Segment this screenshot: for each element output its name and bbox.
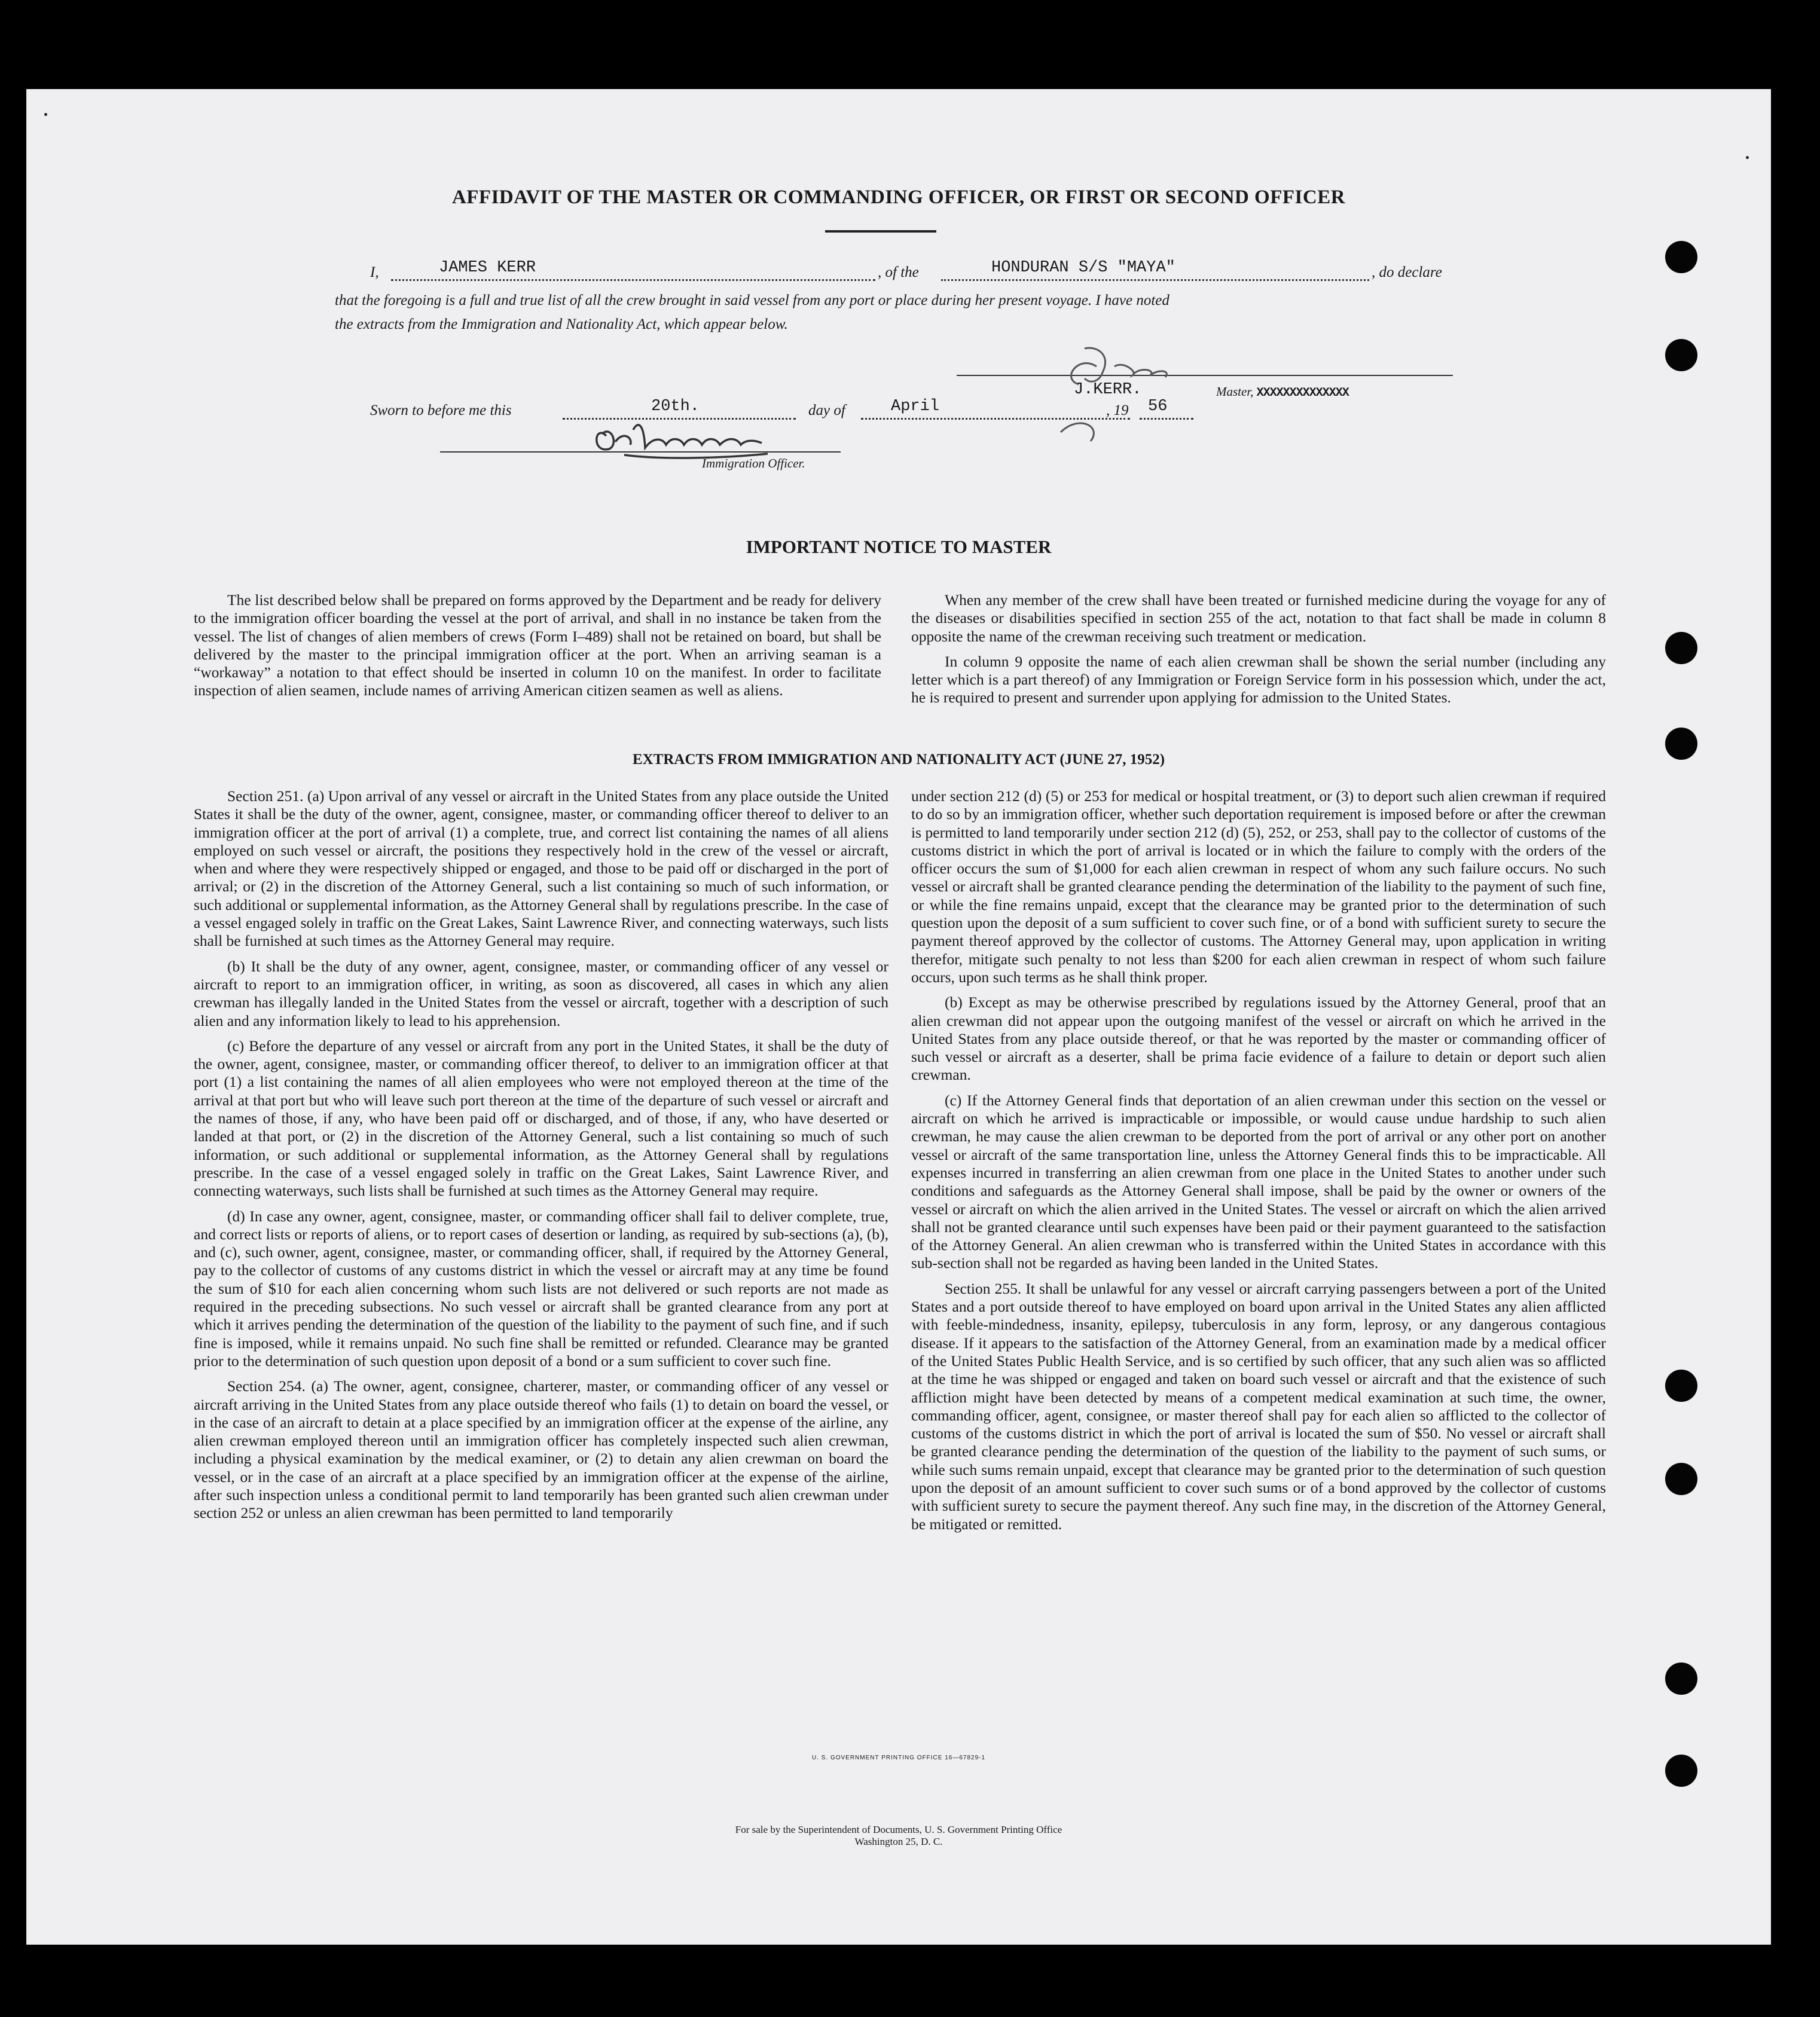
- binder-hole: [1665, 1663, 1697, 1695]
- binder-hole: [1665, 339, 1697, 371]
- section-251-b: (b) It shall be the duty of any owner, agent, consignee, master, or commanding officer of any vessel or aircraft to report to an immigration officer, in writing, as soon as discovered, all cases in which any alien crewman has illegally landed in the United States from the vessel or aircraft, together with a description of such alien and any information likely to lead to his apprehension.: [194, 957, 888, 1029]
- binder-hole: [1665, 632, 1697, 664]
- section-251-d: (d) In case any owner, agent, consignee, master, or commanding officer shall fail to deliver complete, true, and correct lists or reports of aliens, or to report cases of desertion or landing, as required by sub-sections (a), (b), and (c), such owner, agent, consignee, master, or commanding officer, shall, if required by the Attorney General, pay to the collector of customs of any customs district in which the vessel or aircraft may at any time be found the sum of $10 for each alien concerning whom such lists are not delivered or such reports are not made as required in the preceding subsections. No such vessel or aircraft shall be granted clearance from any port at which it arrives pending the determination of the question of the liability to the payment of such fine, and if such fine is imposed, while it remains unpaid. No such fine shall be remitted or refunded. Clearance may be granted prior to the determination of such question upon deposit of a bond or a sum sufficient to cover such fine.: [194, 1207, 888, 1370]
- sale-line-2: Washington 25, D. C.: [854, 1836, 943, 1847]
- notice-left-paragraph: The list described below shall be prepared on forms approved by the Department and be ready for delivery to the immigration officer boarding the vessel at the port of arrival, and shall in no instance be taken from the vessel. The list of changes of alien members of crews (Form I–489) shall not be retained on board, but shall be delivered by the master to the principal immigration officer at the port. When an arriving seaman is a “workaway” a notation to that effect should be inserted in column 10 on the manifest. In order to facilitate inspection of alien seamen, include names of arriving American citizen seamen as well as aliens.: [194, 591, 881, 699]
- section-251-a: Section 251. (a) Upon arrival of any vessel or aircraft in the United States from any place outside the United States it shall be the duty of the owner, agent, consignee, master, or commanding officer thereof to deliver to an immigration officer at the port of arrival (1) a complete, true, and correct list containing the names of all aliens employed on such vessel or aircraft, the positions they respectively hold in the crew of the vessel or aircraft, when and where they were respectively shipped or engaged, and those to be paid off or discharged in the port of arrival; or (2) in the discretion of the Attorney General, such a list containing so much of such information, or such additional or supplemental information, as the Attorney General shall by regulations prescribe. In the case of a vessel engaged solely in traffic on the Great Lakes, Saint Lawrence River, and connecting waterways, such lists shall be furnished at such times as the Attorney General may require.: [194, 787, 888, 950]
- document-sheet: [26, 89, 1771, 1945]
- master-signature-name: J.KERR.: [1074, 381, 1142, 399]
- immigration-officer-line: [440, 451, 841, 453]
- affidavit-title: AFFIDAVIT OF THE MASTER OR COMMANDING OFFICER, OR FIRST OR SECOND OFFICER: [451, 187, 1346, 208]
- sale-notice: [26, 1824, 1771, 1848]
- extracts-title: EXTRACTS FROM IMMIGRATION AND NATIONALITY ACT (JUNE 27, 1952): [632, 751, 1165, 768]
- do-declare-label: , do declare: [1372, 264, 1442, 280]
- notice-right-paragraph-2: In column 9 opposite the name of each alien crewman shall be shown the serial number (including any letter which is a part thereof) of any Immigration or Foreign Service form in his possession which, under the act, he is required to present and surrender upon applying for admission to the United States.: [911, 652, 1606, 707]
- sworn-label: Sworn to before me this: [370, 402, 512, 418]
- i-label: I,: [370, 264, 379, 280]
- extracts-right-column: [911, 787, 1606, 1541]
- binder-hole: [1665, 1370, 1697, 1402]
- of-the-label: , of the: [878, 264, 919, 280]
- year-field: [1140, 398, 1193, 420]
- day-of-label: day of: [808, 402, 845, 418]
- section-254-a-continued: under section 212 (d) (5) or 253 for medical or hospital treatment, or (3) to deport such alien crewman if required to do so by an immigration officer, whether such deportation requirement is imposed before or after the crewman is permitted to land temporarily under section 212 (d) (5), 252, or 253, shall pay to the collector of customs of the customs district in which the port of arrival is located or in which the failure to comply with the orders of the officer occurs the sum of $1,000 for each alien crewman in respect of whom any such failure occurs. No such vessel or aircraft shall be granted clearance pending the determination of the liability to the payment of such fine, or while the fine remains unpaid, except that the clearance may be granted prior to the determination of such question upon the deposit of a sum sufficient to cover such fine, or of a bond with sufficient surety to secure the payment thereof approved by the collector of customs. The Attorney General may, upon application in writing therefor, mitigate such penalty to not less than $200 for each alien crewman in respect of whom such failure occurs, upon such terms as he shall think proper.: [911, 787, 1606, 986]
- immigration-officer-label: Immigration Officer.: [702, 456, 805, 470]
- master-title-block: [1216, 384, 1349, 400]
- vessel-value: HONDURAN S/S "MAYA": [991, 259, 1175, 277]
- sworn-month-value: April: [891, 398, 940, 415]
- section-254-a: Section 254. (a) The owner, agent, consignee, charterer, master, or commanding officer of any vessel or aircraft arriving in the United States from any place outside thereof who fails (1) to detain on board the vessel, or in the case of an aircraft to detain at a place specified by an immigration officer at the expense of the airline, any alien crewman employed thereon until an immigration officer has completely inspected such alien crewman, including a physical examination by the medical examiner, or (2) to detain any alien crewman on board the vessel, or in the case of an aircraft at a place specified by an immigration officer at the expense of the airline, after such inspection unless a conditional permit to land temporarily has been granted such alien crewman under section 252 or unless an alien crewman has been permitted to land temporarily: [194, 1377, 888, 1522]
- notice-title: IMPORTANT NOTICE TO MASTER: [746, 536, 1052, 557]
- binder-hole: [1665, 1463, 1697, 1495]
- year-value: 56: [1148, 398, 1168, 415]
- section-251-c: (c) Before the departure of any vessel or aircraft from any port in the United States, it shall be the duty of the owner, agent, consignee, master, or commanding officer thereof, to deliver to an immigration officer at that port (1) a list containing the names of all alien employees who were not employed thereon at the time of the arrival at that port but who will leave such port thereon at the time of the departure of such vessel or aircraft and the names of those, if any, who have been paid off or discharged, and of those, if any, who have deserted or landed at that port, or (2) in the discretion of the Attorney General, such a list containing so much of such information, or such additional or supplemental information, as the Attorney General shall by regulations prescribe. In the case of a vessel engaged solely in traffic on the Great Lakes, Saint Lawrence River, and connecting waterways, such lists shall be furnished at such times as the Attorney General may require.: [194, 1037, 888, 1200]
- master-label: Master,: [1216, 384, 1254, 399]
- name-field: [391, 259, 875, 281]
- scan-speck: [1746, 156, 1749, 159]
- notice-left-column: [194, 591, 881, 707]
- scan-speck: [44, 113, 47, 116]
- section-254-c: (c) If the Attorney General finds that deportation of an alien crewman under this section on the vessel or aircraft on which he arrived is impracticable or impossible, or would cause undue hardship to such alien crewman, he may cause the alien crewman to be deported from the port of arrival or any other port on another vessel or aircraft of the same transportation line, unless the Attorney General finds this to be impracticable. All expenses incurred in transferring an alien crewman from one place in the United States to another under such conditions and safeguards as the Attorney General shall impose, shall be paid by the owner or owners of the vessel or aircraft on which the alien arrived in the United States. The vessel or aircraft on which the alien arrived shall not be granted clearance until such expenses have been paid or their payment guaranteed to the satisfaction of the Attorney General. An alien crewman who is transferred within the United States in accordance with this sub-section shall not be regarded as having been landed in the United States.: [911, 1091, 1606, 1272]
- printing-office-imprint: U. S. GOVERNMENT PRINTING OFFICE 16—67829-1: [811, 1755, 986, 1761]
- section-255: Section 255. It shall be unlawful for any vessel or aircraft carrying passengers between a port of the United States and a port outside thereof to have employed on board upon arrival in the United States any alien afflicted with feeble-mindedness, insanity, epilepsy, tuberculosis in any form, leprosy, or any dangerous contagious disease. If it appears to the satisfaction of the Attorney General, from an examination made by a medical officer of the United States Public Health Service, and is so certified by such officer, that any such alien was so afflicted at the time he was shipped or engaged and taken on board such vessel or aircraft and that the existence of such affliction might have been detected by means of a competent medical examination at such time, the owner, commanding officer, agent, consignee, or master thereof shall pay for each alien so afflicted to the collector of customs of the customs district in which the port of arrival is located the sum of $50. No vessel or aircraft shall be granted clearance pending the determination of the question of the liability to the payment of such sums, or while such sums remain unpaid, except that clearance may be granted prior to the determination of such question upon the deposit of an amount sufficient to cover such sums or of a bond approved by the collector of customs with sufficient surety to secure the payment thereof. Any such fine may, in the discretion of the Attorney General, be mitigated or remitted.: [911, 1279, 1606, 1533]
- binder-hole: [1665, 728, 1697, 760]
- sworn-day-value: 20th.: [651, 398, 700, 415]
- notice-right-column: [911, 591, 1606, 714]
- vessel-field: [941, 259, 1369, 281]
- section-254-b: (b) Except as may be otherwise prescribed by regulations issued by the Attorney General, proof that an alien crewman did not appear upon the outgoing manifest of the vessel or aircraft on which he arrived in the United States from any place outside thereof, or that he was reported by the master or commanding officer of such vessel or aircraft as a deserter, shall be prima facie evidence of a failure to detain or deport such alien crewman.: [911, 994, 1606, 1084]
- binder-hole: [1665, 241, 1697, 273]
- year-prefix: , 19: [1106, 402, 1129, 418]
- declaration-line-1: that the foregoing is a full and true list of all the crew brought in said vessel from any port or place during her present voyage. I have noted: [335, 292, 1169, 308]
- sale-line-1: For sale by the Superintendent of Documents, U. S. Government Printing Office: [735, 1824, 1062, 1835]
- sworn-month-field: [861, 398, 1130, 420]
- master-name-value: JAMES KERR: [439, 259, 536, 277]
- binder-hole: [1665, 1755, 1697, 1787]
- declaration-line-2: the extracts from the Immigration and Nationality Act, which appear below.: [335, 316, 788, 332]
- master-struck-text: XXXXXXXXXXXXXX: [1256, 386, 1349, 400]
- extracts-left-column: [194, 787, 888, 1530]
- notice-right-paragraph-1: When any member of the crew shall have been treated or furnished medicine during the voyage for any of the diseases or disabilities specified in section 255 of the act, notation to that fact shall be made in column 8 opposite the name of the crewman receiving such treatment or medication.: [911, 591, 1606, 645]
- title-rule: [825, 230, 936, 233]
